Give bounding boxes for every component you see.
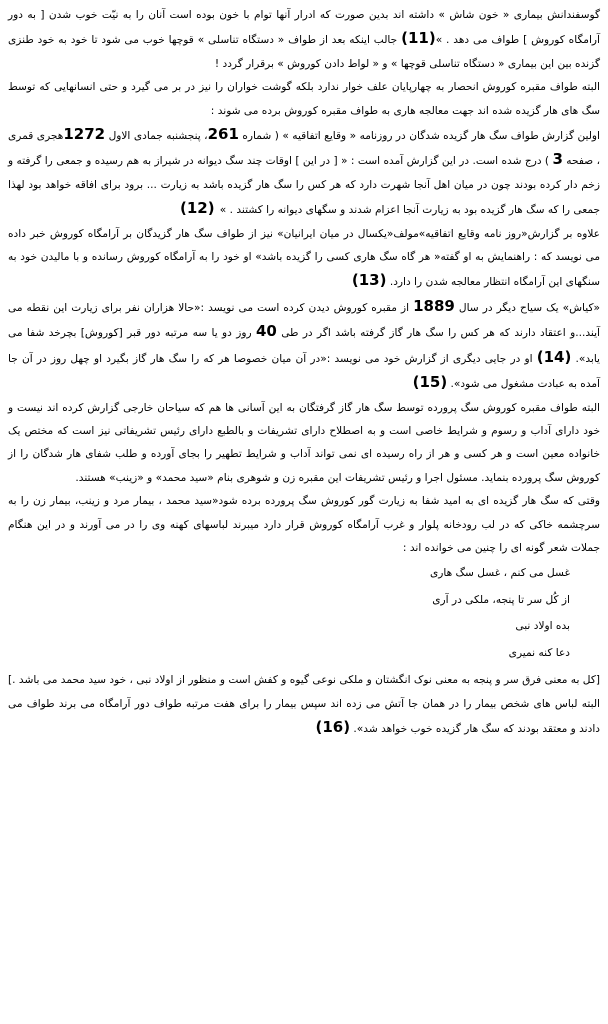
paragraph-1: [8, 4, 600, 76]
text-run: البته طواف مقبره کوروش انحصار به چهارپایان علف خوار ندارد بلکه گوشت خواران را نیز در بر می گیرد و حتی انسانهایی که توسط سگ های هار گزیده شده اند جهت معالجه هاری به طواف مقبره کوروش برده می شوند :: [8, 81, 600, 117]
poem-line-4: دعا کنه نمیری: [508, 646, 570, 659]
poem-line-2: از کُل سر تا پنجه، ملکی در آری: [432, 593, 570, 606]
text-run: وقتی که سگ هار گزیده ای به امید شفا به زیارت گور کوروش سگ پرورده برده شود«سید محمد ، بیمار مرد و زینب، بیمار زن را به سرچشمه خاکی که در لب رودخانه پلوار و غرب آرامگاه کوروش قرار دارد میبرند لباسهای کهنه وی را در می آورند و در این هنگام جملات شعر گونه ای را چنین می خوانده اند :: [8, 495, 600, 554]
text-run: علاوه بر گزارش«روز نامه وقایع اتفاقیه»مولف«یکسال در میان ایرانیان» نیز از طواف سگ هار گزیدگان بر آرامگاه کوروش خبر داده می نویسد که : راهنمایش به او گفته« هر گاه سگ هاری کسی را گزیده باشد» او خود را به آرامگاه کوروش رسانده و با مالیدن خود به سنگهای این آرامگاه انتظار معالجه شدن را دارد.: [8, 227, 600, 289]
text-run: ) درج شده است. در این گزارش آمده است : « [ در این ] اوقات چند سگ دیوانه در شیراز به هم رسیده و جمعی را گرفته و زخم دار کرده بودند چون در میان اهل آنجا شهرت دارد که هر کس را سگ هار گزیده باشد به زیارت ... برود برای افاقه خواهد بود لهذا جمعی را که سگ هار گزیده بود به زیارت آنجا اعزام شدند و سگهای دیوانه را کشتند . »: [8, 155, 600, 217]
text-run: «کیاش» یک سیاح دیگر در سال: [454, 301, 601, 314]
paragraph-4: [8, 223, 600, 295]
text-run: گوسفندانش بیماری « خون شاش » داشته اند بدین صورت که ادرار آنها توام با خون بوده است آنان را به نیّت خوب شدن [ به دور آرامگاه کوروش ] طواف می دهد . »: [8, 9, 600, 47]
poem-line-3: بده اولاد نبی: [515, 620, 570, 633]
paragraph-3: [8, 123, 600, 223]
text-run: هجری قمری ، صفحه: [8, 130, 600, 168]
paragraph-5: [8, 295, 600, 397]
paragraph-2: [8, 76, 600, 123]
paragraph-6: [8, 397, 600, 491]
paragraph-8: [8, 669, 600, 741]
bold-number: (14): [536, 347, 572, 366]
text-run: اولین گزارش طواف سگ هار گزیده شدگان در روزنامه « وقایع اتفاقیه » ( شماره: [238, 130, 600, 143]
text-run: از مقبره کوروش دیدن کرده است می نویسد :«حالا هزاران نفر برای زیارت این نقطه می آیند...و اعتقاد دارند که هر کس را سگ هار گاز گرفته باشد اگر در طی: [8, 301, 600, 340]
text-run: ، پنجشنبه جمادی الاول: [105, 130, 208, 143]
bold-number: 1272: [63, 125, 106, 144]
bold-number: (13): [351, 271, 387, 290]
bold-number: (16): [315, 718, 351, 737]
bold-number: 1889: [413, 296, 455, 315]
text-run: روز دو یا سه مرتبه دور قبر [کوروش] بچرخد شفا می یابد».: [8, 327, 601, 365]
bold-number: 261: [207, 125, 239, 144]
text-run: او در جایی دیگری از گزارش خود می نویسد :«در آن میان خصوصا هر که را سگ هار گاز بگیرد او چهل روز در آن جا آمده به عبادت مشغول می شود».: [8, 352, 600, 391]
text-run: [کل به معنی فرق سر و پنجه به معنی نوک انگشتان و ملکی نوعی گیوه و کفش است و منظور از اولاد نبی ، خود سید محمد می باشد .] البته لباس های شخص بیمار را در همان جا آتش می زده اند سپس بیمار را برای هفت مرتبه طواف دور آرامگاه می برند طواف می دادند و معتقد بودند که سگ هار گزیده خوب خواهد شد».: [8, 674, 600, 736]
bold-number: (12): [179, 199, 220, 218]
bold-number: (11): [401, 29, 436, 48]
bold-number: (15): [412, 373, 448, 392]
text-run: جالب اینکه بعد از طواف « دستگاه تناسلی » قوچها خوب می شود تا خود به خود طنزی گزنده بین این بیماری « دستگاه تناسلی قوچها » و « لواط دادن کوروش » برقرار گردد !: [8, 34, 600, 70]
bold-number: 40: [255, 322, 277, 341]
poem-line-1: غسل می کنم ، غسل سگ هاری: [429, 567, 570, 580]
text-run: البته طواف مقبره کوروش سگ پرورده توسط سگ هار گاز گرفتگان به این آسانی ها هم که سیاحان خارجی گزارش کرده اند نیست و خود دارای آداب و رسوم و شرایط خاصی است و به اصطلاح دارای تشریفات و بالطبع دارای رئیس تشریفاتی نیز است که مختص یک خانواده معین است و هر کسی و هر از راه رسیده ای نمی تواند آداب و شرایط تطهیر را بجای آورده و طلب شفای هار شدگان را از کوروش سگ پرورده بنماید. مسئول اجرا و رئیس تشریفات این مقبره زن و شوهری بنام «سید محمد» و «زینب» هستند.: [8, 401, 600, 484]
paragraph-7: [8, 490, 600, 560]
bold-number: 3: [552, 150, 563, 169]
